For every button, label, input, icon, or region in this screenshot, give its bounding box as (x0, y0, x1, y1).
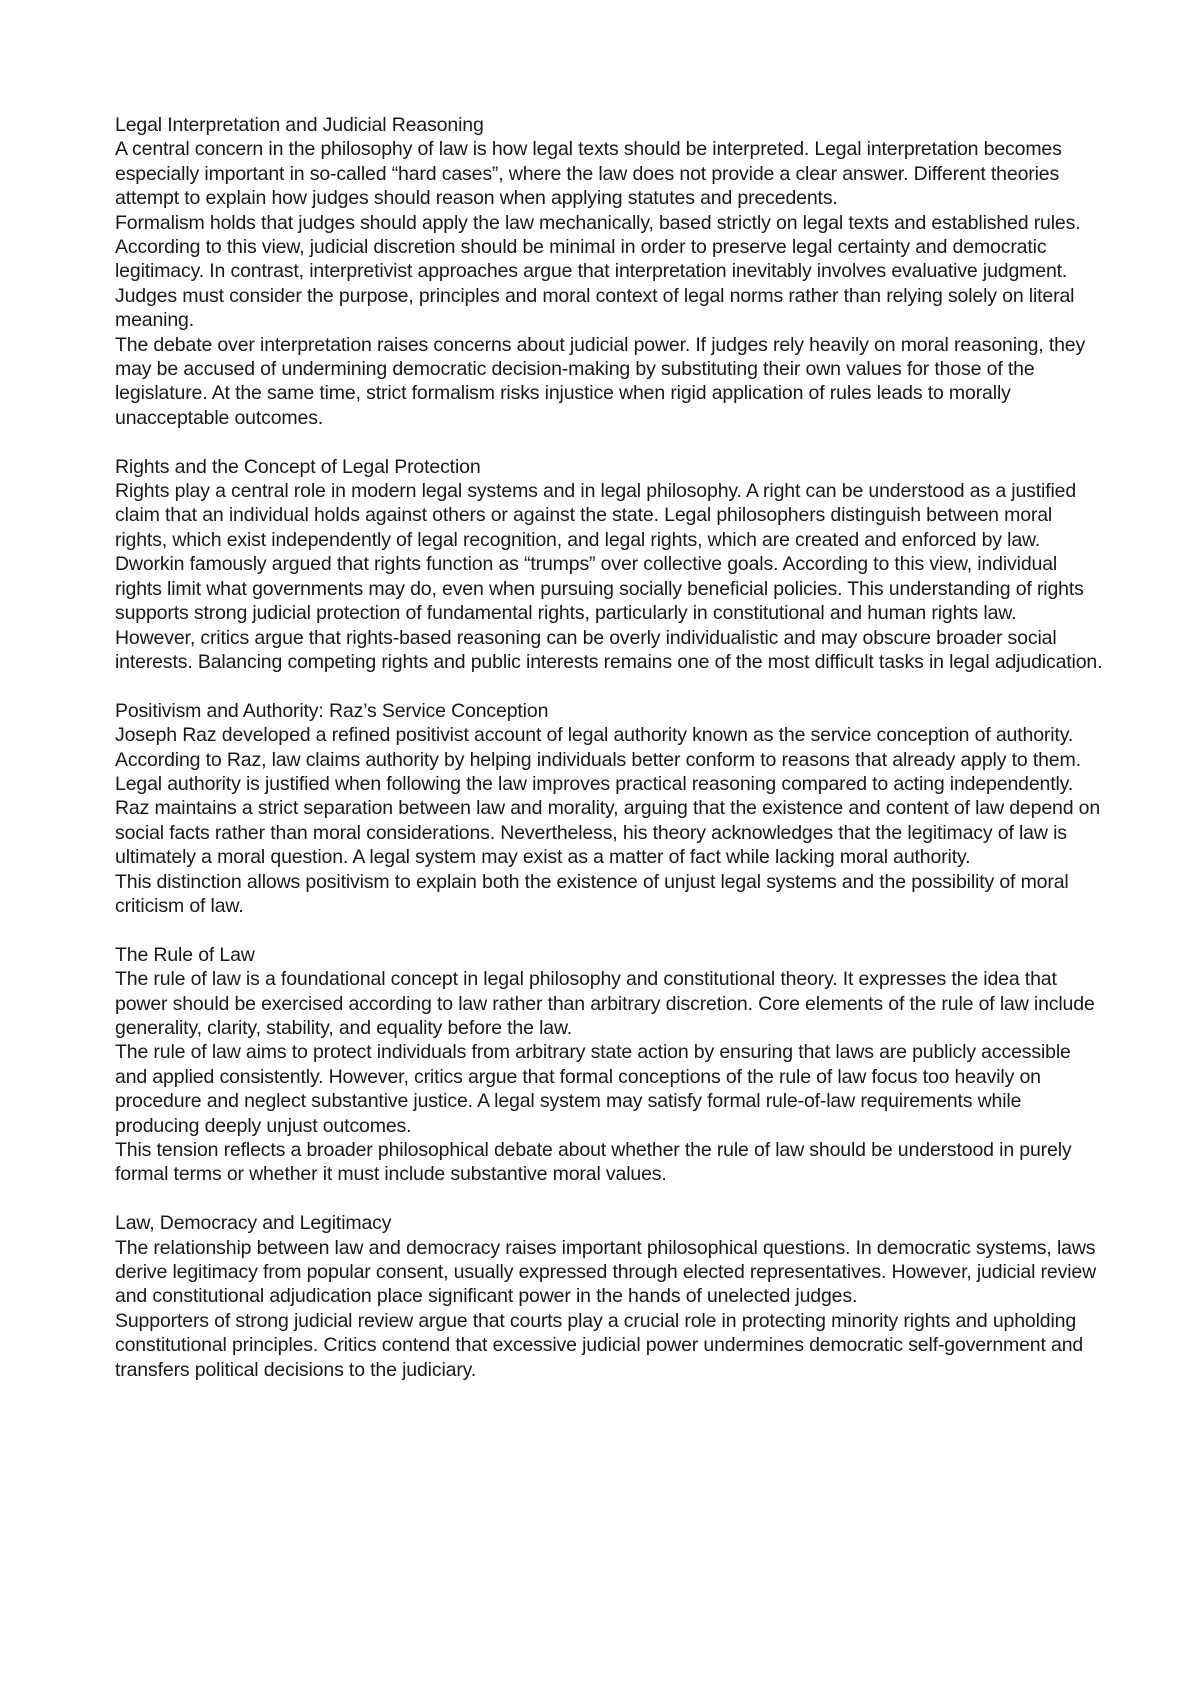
paragraph: Raz maintains a strict separation between law and morality, arguing that the existence and content of law depend on social facts rather than moral considerations. Nevertheless, his theory acknowledges that the legitimacy of law is ultimately a moral question. A legal system may exist as a matter of fact while lacking moral authority. (115, 797, 1101, 869)
paragraph: Joseph Raz developed a refined positivist account of legal authority known as the service conception of authority. According to Raz, law claims authority by helping individuals better conform to reasons that already apply to them. Legal authority is justified when following the law improves practical reasoning compared to acting independently. (115, 724, 1081, 795)
paragraph: The relationship between law and democracy raises important philosophical questions. In democratic systems, laws derive legitimacy from popular consent, usually expressed through elected representatives. However, judicial review and constitutional adjudication place significant power in the hands of unelected judges. (115, 1236, 1097, 1308)
document-page (115, 113, 1105, 1406)
section-heading: Rights and the Concept of Legal Protection (115, 455, 481, 478)
paragraph: The rule of law is a foundational concept in legal philosophy and constitutional theory. It expresses the idea that power should be exercised according to law rather than arbitrary discretion. Core elements of the rule of law include generality, clarity, stability, and equality before the law. (115, 968, 1095, 1039)
paragraph: The rule of law aims to protect individuals from arbitrary state action by ensuring that laws are publicly accessible and applied consistently. However, critics argue that formal conceptions of the rule of law focus too heavily on procedure and neglect substantive justice. A legal system may satisfy formal rule-of-law requirements while producing deeply unjust outcomes. (115, 1041, 1071, 1137)
section-heading: Legal Interpretation and Judicial Reasoning (115, 114, 484, 136)
paragraph: This tension reflects a broader philosophical debate about whether the rule of law should be understood in purely formal terms or whether it must include substantive moral values. (115, 1139, 1072, 1186)
paragraph: The debate over interpretation raises concerns about judicial power. If judges rely heavily on moral reasoning, they may be accused of undermining democratic decision-making by substituting their own values for those of the legislature. At the same time, strict formalism risks injustice when rigid application of rules leads to morally unacceptable outcomes. (115, 333, 1086, 429)
section-rights (115, 455, 1105, 675)
section-heading: Law, Democracy and Legitimacy (115, 1212, 392, 1235)
paragraph: This distinction allows positivism to explain both the existence of unjust legal systems and the possibility of moral criticism of law. (115, 870, 1069, 917)
paragraph: Dworkin famously argued that rights function as “trumps” over collective goals. According to this view, individual rights limit what governments may do, even when pursuing socially beneficial policies. This understanding of rights supports strong judicial protection of fundamental rights, particularly in constitutional and human rights law. (115, 553, 1084, 625)
section-rule-of-law (115, 943, 1105, 1187)
paragraph: Rights play a central role in modern legal systems and in legal philosophy. A right can be understood as a justified claim that an individual holds against others or against the state. Legal philosophers distinguish between moral rights, which exist independently of legal recognition, and legal rights, which are created and enforced by law. (115, 480, 1077, 551)
section-law-democracy (115, 1211, 1105, 1382)
section-legal-interpretation (115, 113, 1105, 430)
paragraph: A central concern in the philosophy of law is how legal texts should be interpreted. Legal interpretation becomes especially important in so-called “hard cases”, where the law does not provide a clear answer. Different theories attempt to explain how judges should reason when applying statutes and precedents. (115, 138, 1062, 210)
section-positivism-authority (115, 699, 1105, 919)
paragraph: Formalism holds that judges should apply the law mechanically, based strictly on legal texts and established rules. According to this view, judicial discretion should be minimal in order to preserve legal certainty and democratic legitimacy. In contrast, interpretivist approaches argue that interpretation inevitably involves evaluative judgment. Judges must consider the purpose, principles and moral context of legal norms rather than relying solely on literal meaning. (115, 211, 1081, 332)
paragraph: However, critics argue that rights-based reasoning can be overly individualistic and may obscure broader social interests. Balancing competing rights and public interests remains one of the most difficult tasks in legal adjudication. (115, 626, 1103, 673)
paragraph: Supporters of strong judicial review argue that courts play a crucial role in protecting minority rights and upholding constitutional principles. Critics contend that excessive judicial power undermines democratic self-government and transfers political decisions to the judiciary. (115, 1309, 1084, 1381)
section-heading: Positivism and Authority: Raz’s Service Conception (115, 699, 549, 722)
section-heading: The Rule of Law (115, 943, 255, 966)
